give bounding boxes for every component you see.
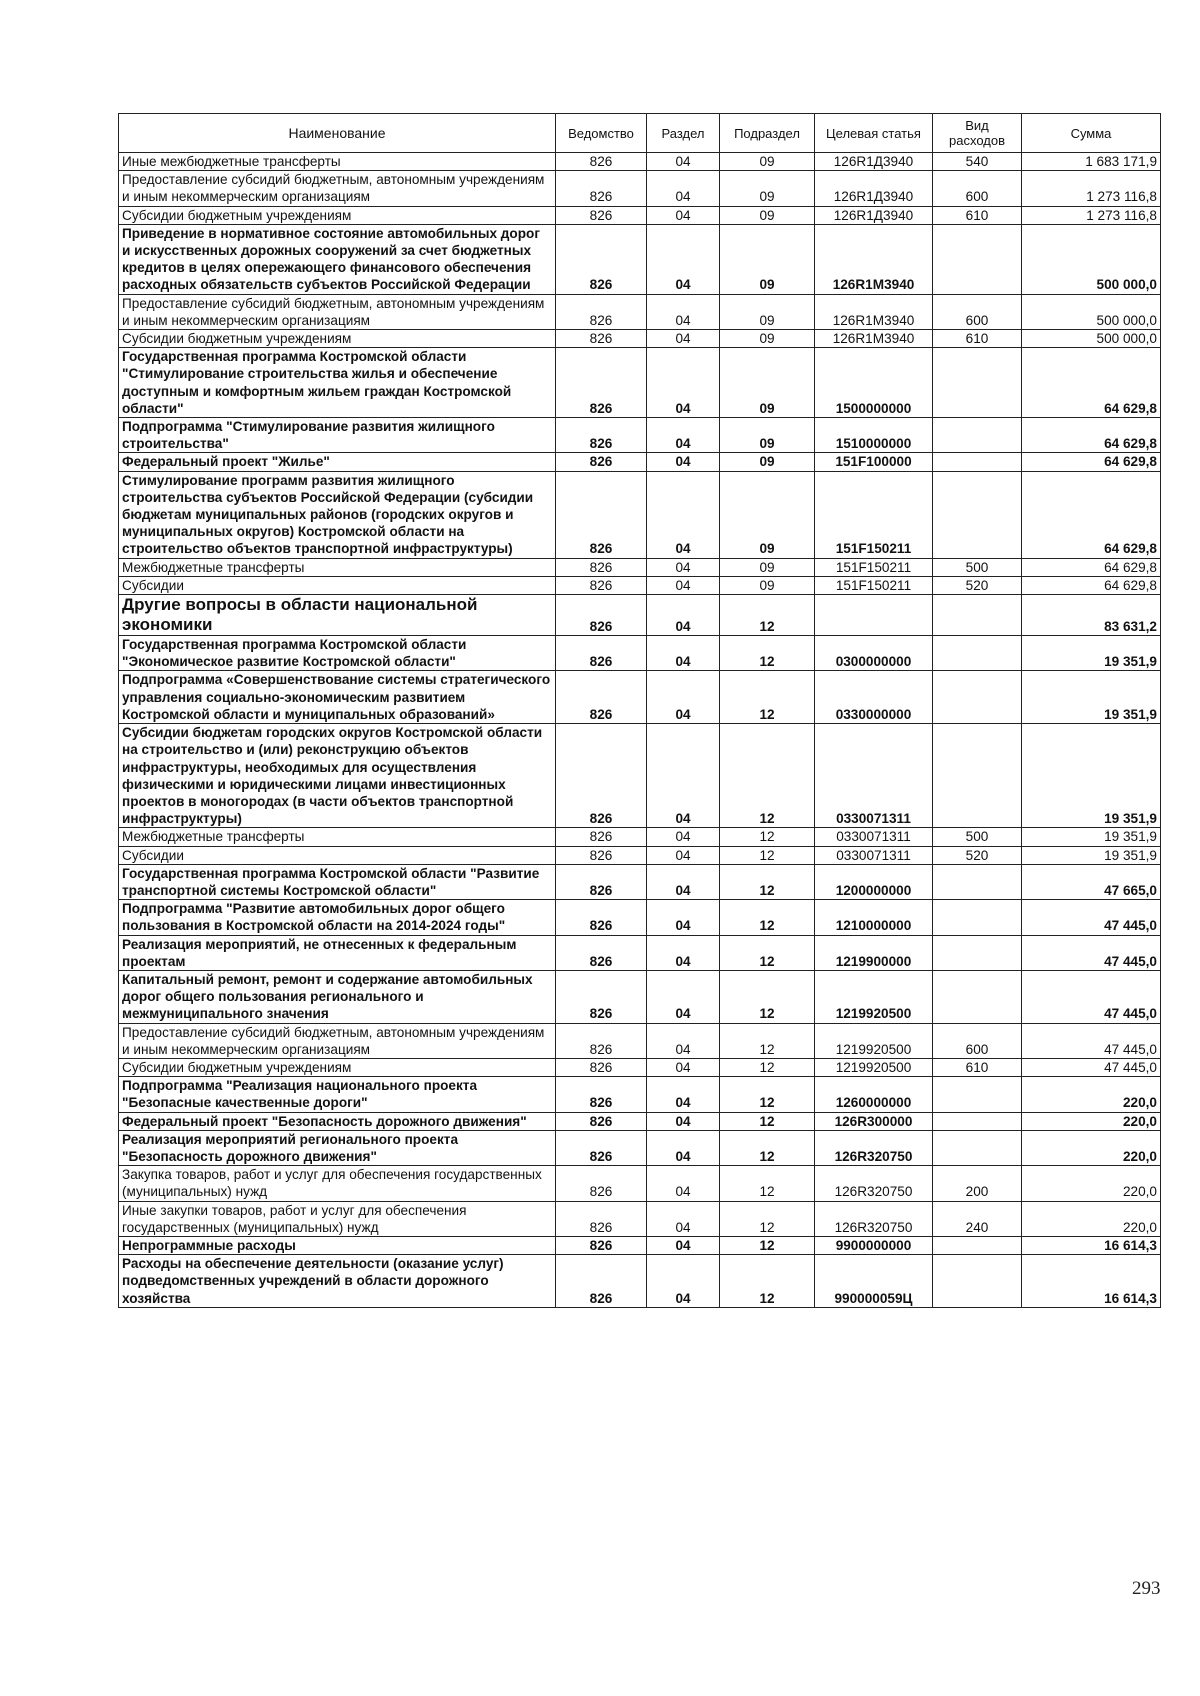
cell-section: 04 [647,418,720,453]
cell-exptype [933,671,1022,724]
cell-exptype [933,935,1022,970]
cell-amount: 64 629,8 [1022,558,1161,576]
cell-subsection: 09 [720,206,815,224]
cell-amount: 220,0 [1022,1112,1161,1130]
cell-subsection: 09 [720,153,815,171]
cell-exptype [933,1112,1022,1130]
cell-subsection: 12 [720,1236,815,1254]
cell-dept: 826 [556,153,647,171]
cell-subsection: 09 [720,576,815,594]
cell-name: Государственная программа Костромской области "Экономическое развитие Костромской области" [119,636,556,671]
cell-section: 04 [647,576,720,594]
cell-name: Подпрограмма «Совершенствование системы стратегического управления социально-экономическим развитием Костромской области и муниципальных образований» [119,671,556,724]
table-row [119,935,1161,970]
table-row [119,418,1161,453]
cell-exptype: 610 [933,1058,1022,1076]
cell-section: 04 [647,1166,720,1201]
cell-section: 04 [647,471,720,558]
table-row [119,1201,1161,1236]
cell-amount: 220,0 [1022,1130,1161,1165]
cell-dept: 826 [556,1130,647,1165]
cell-amount: 500 000,0 [1022,294,1161,329]
table-row [119,1130,1161,1165]
cell-target: 126R1M3940 [815,224,933,294]
cell-dept: 826 [556,595,647,636]
cell-exptype: 200 [933,1166,1022,1201]
cell-target: 1219920500 [815,1023,933,1058]
cell-name: Закупка товаров, работ и услуг для обеспечения государственных (муниципальных) нужд [119,1166,556,1201]
cell-subsection: 09 [720,471,815,558]
cell-section: 04 [647,348,720,418]
header-section: Раздел [647,114,720,153]
table-row [119,224,1161,294]
cell-section: 04 [647,453,720,471]
cell-dept: 826 [556,1112,647,1130]
cell-section: 04 [647,153,720,171]
cell-target: 126R1M3940 [815,294,933,329]
cell-amount: 83 631,2 [1022,595,1161,636]
table-row [119,636,1161,671]
header-amount: Сумма [1022,114,1161,153]
cell-target: 1500000000 [815,348,933,418]
cell-name: Межбюджетные трансферты [119,558,556,576]
cell-subsection: 12 [720,1166,815,1201]
cell-amount: 220,0 [1022,1201,1161,1236]
budget-table [118,113,1161,1308]
table-row [119,1166,1161,1201]
cell-dept: 826 [556,1023,647,1058]
table-row [119,153,1161,171]
cell-dept: 826 [556,671,647,724]
cell-target: 1210000000 [815,900,933,935]
page-number: 293 [1132,1578,1161,1599]
cell-exptype [933,453,1022,471]
cell-section: 04 [647,224,720,294]
cell-amount: 64 629,8 [1022,348,1161,418]
cell-name: Межбюджетные трансферты [119,828,556,846]
cell-target: 1510000000 [815,418,933,453]
cell-exptype [933,1077,1022,1112]
table-row [119,828,1161,846]
cell-dept: 826 [556,558,647,576]
cell-target: 9900000000 [815,1236,933,1254]
cell-section: 04 [647,1077,720,1112]
cell-subsection: 12 [720,864,815,899]
cell-target: 151F150211 [815,558,933,576]
cell-target: 1219920500 [815,970,933,1023]
cell-target: 0330071311 [815,846,933,864]
cell-name: Подпрограмма "Стимулирование развития жилищного строительства" [119,418,556,453]
cell-name: Иные закупки товаров, работ и услуг для обеспечения государственных (муниципальных) нужд [119,1201,556,1236]
cell-subsection: 12 [720,1201,815,1236]
cell-amount: 47 665,0 [1022,864,1161,899]
cell-dept: 826 [556,471,647,558]
cell-section: 04 [647,636,720,671]
cell-target: 126R320750 [815,1130,933,1165]
cell-name: Расходы на обеспечение деятельности (оказание услуг) подведомственных учреждений в области дорожного хозяйства [119,1255,556,1308]
cell-dept: 826 [556,1077,647,1112]
table-body [119,153,1161,1308]
cell-amount: 19 351,9 [1022,828,1161,846]
cell-dept: 826 [556,935,647,970]
cell-subsection: 09 [720,294,815,329]
cell-subsection: 12 [720,1112,815,1130]
cell-subsection: 12 [720,935,815,970]
cell-amount: 1 273 116,8 [1022,171,1161,206]
cell-exptype [933,348,1022,418]
cell-amount: 64 629,8 [1022,453,1161,471]
cell-name: Приведение в нормативное состояние автомобильных дорог и искусственных дорожных сооружений за счет бюджетных кредитов в целях опережающего финансового обеспечения расходных обязательств субъектов Российской Федерации [119,224,556,294]
cell-name: Предоставление субсидий бюджетным, автономным учреждениям и иным некоммерческим организациям [119,1023,556,1058]
cell-dept: 826 [556,1166,647,1201]
table-row [119,294,1161,329]
cell-name: Иные межбюджетные трансферты [119,153,556,171]
cell-target: 1219900000 [815,935,933,970]
cell-section: 04 [647,1058,720,1076]
header-name: Наименование [119,114,556,153]
cell-exptype [933,1236,1022,1254]
cell-section: 04 [647,206,720,224]
cell-name: Субсидии [119,576,556,594]
cell-name: Реализация мероприятий, не отнесенных к федеральным проектам [119,935,556,970]
header-subsection: Подраздел [720,114,815,153]
header-dept: Ведомство [556,114,647,153]
table-row [119,471,1161,558]
cell-exptype [933,1130,1022,1165]
table-row [119,330,1161,348]
cell-subsection: 12 [720,1130,815,1165]
table-row [119,864,1161,899]
cell-amount: 19 351,9 [1022,671,1161,724]
cell-amount: 47 445,0 [1022,1023,1161,1058]
cell-target: 126R1Д3940 [815,153,933,171]
cell-subsection: 12 [720,970,815,1023]
cell-exptype: 600 [933,294,1022,329]
cell-amount: 64 629,8 [1022,418,1161,453]
cell-target: 126R1M3940 [815,330,933,348]
cell-subsection: 12 [720,636,815,671]
cell-subsection: 12 [720,1058,815,1076]
table-row [119,970,1161,1023]
cell-dept: 826 [556,576,647,594]
cell-exptype: 610 [933,330,1022,348]
cell-exptype: 600 [933,1023,1022,1058]
table-header-row [119,114,1161,153]
cell-target: 0330000000 [815,671,933,724]
cell-exptype [933,1255,1022,1308]
cell-target [815,595,933,636]
cell-dept: 826 [556,970,647,1023]
cell-target: 126R300000 [815,1112,933,1130]
cell-section: 04 [647,828,720,846]
cell-section: 04 [647,1255,720,1308]
cell-subsection: 09 [720,453,815,471]
cell-amount: 47 445,0 [1022,1058,1161,1076]
cell-exptype [933,636,1022,671]
cell-section: 04 [647,1023,720,1058]
cell-exptype [933,224,1022,294]
cell-dept: 826 [556,418,647,453]
cell-subsection: 12 [720,595,815,636]
cell-amount: 47 445,0 [1022,970,1161,1023]
cell-name: Капитальный ремонт, ремонт и содержание автомобильных дорог общего пользования регионального и межмуниципального значения [119,970,556,1023]
cell-dept: 826 [556,294,647,329]
cell-exptype [933,864,1022,899]
cell-section: 04 [647,1130,720,1165]
cell-dept: 826 [556,828,647,846]
cell-exptype [933,418,1022,453]
table-row [119,348,1161,418]
cell-dept: 826 [556,1058,647,1076]
cell-exptype [933,900,1022,935]
cell-amount: 19 351,9 [1022,636,1161,671]
cell-target: 151F100000 [815,453,933,471]
cell-name: Субсидии [119,846,556,864]
cell-dept: 826 [556,900,647,935]
cell-name: Субсидии бюджетным учреждениям [119,206,556,224]
cell-target: 1260000000 [815,1077,933,1112]
cell-dept: 826 [556,171,647,206]
cell-dept: 826 [556,206,647,224]
cell-name: Предоставление субсидий бюджетным, автономным учреждениям и иным некоммерческим организациям [119,171,556,206]
cell-name: Непрограммные расходы [119,1236,556,1254]
cell-name: Стимулирование программ развития жилищного строительства субъектов Российской Федерации (субсидии бюджетам муниципальных районов (городских округов и муниципальных округов) Костромской области на строительство объектов транспортной инфраструктуры) [119,471,556,558]
cell-exptype [933,970,1022,1023]
table-row [119,900,1161,935]
cell-name: Реализация мероприятий регионального проекта "Безопасность дорожного движения" [119,1130,556,1165]
cell-name: Другие вопросы в области национальной экономики [119,595,556,636]
cell-subsection: 12 [720,846,815,864]
cell-amount: 19 351,9 [1022,724,1161,828]
cell-dept: 826 [556,224,647,294]
cell-target: 126R320750 [815,1201,933,1236]
cell-name: Предоставление субсидий бюджетным, автономным учреждениям и иным некоммерческим организациям [119,294,556,329]
table-row [119,1023,1161,1058]
cell-section: 04 [647,970,720,1023]
cell-dept: 826 [556,864,647,899]
cell-section: 04 [647,1201,720,1236]
table-row [119,1058,1161,1076]
cell-dept: 826 [556,1236,647,1254]
cell-subsection: 12 [720,671,815,724]
cell-exptype [933,724,1022,828]
cell-name: Субсидии бюджетным учреждениям [119,330,556,348]
cell-dept: 826 [556,724,647,828]
table-row [119,671,1161,724]
cell-section: 04 [647,330,720,348]
cell-subsection: 09 [720,224,815,294]
cell-amount: 16 614,3 [1022,1255,1161,1308]
table-row [119,1112,1161,1130]
cell-subsection: 12 [720,1077,815,1112]
cell-subsection: 09 [720,348,815,418]
cell-target: 990000059Ц [815,1255,933,1308]
cell-name: Федеральный проект "Жилье" [119,453,556,471]
cell-target: 1219920500 [815,1058,933,1076]
cell-subsection: 12 [720,724,815,828]
cell-section: 04 [647,671,720,724]
cell-section: 04 [647,171,720,206]
table-row [119,453,1161,471]
cell-amount: 500 000,0 [1022,330,1161,348]
cell-amount: 47 445,0 [1022,900,1161,935]
header-target: Целевая статья [815,114,933,153]
cell-subsection: 09 [720,558,815,576]
cell-amount: 64 629,8 [1022,576,1161,594]
cell-exptype: 600 [933,171,1022,206]
cell-section: 04 [647,294,720,329]
cell-amount: 500 000,0 [1022,224,1161,294]
cell-target: 1200000000 [815,864,933,899]
cell-name: Федеральный проект "Безопасность дорожного движения" [119,1112,556,1130]
cell-amount: 47 445,0 [1022,935,1161,970]
cell-amount: 220,0 [1022,1077,1161,1112]
cell-amount: 1 683 171,9 [1022,153,1161,171]
cell-target: 126R1Д3940 [815,206,933,224]
cell-target: 126R320750 [815,1166,933,1201]
cell-target: 0300000000 [815,636,933,671]
cell-dept: 826 [556,1201,647,1236]
cell-name: Государственная программа Костромской области "Развитие транспортной системы Костромской области" [119,864,556,899]
cell-target: 0330071311 [815,828,933,846]
cell-subsection: 09 [720,418,815,453]
cell-section: 04 [647,846,720,864]
table-row [119,558,1161,576]
cell-dept: 826 [556,330,647,348]
table-row [119,595,1161,636]
cell-dept: 826 [556,636,647,671]
cell-dept: 826 [556,846,647,864]
cell-amount: 19 351,9 [1022,846,1161,864]
cell-exptype: 520 [933,846,1022,864]
cell-section: 04 [647,1236,720,1254]
cell-subsection: 12 [720,1255,815,1308]
table-row [119,1236,1161,1254]
cell-name: Субсидии бюджетам городских округов Костромской области на строительство и (или) реконструкцию объектов инфраструктуры, необходимых для осуществления физическими и юридическими лицами инвестиционных проектов в моногородах (в части объектов транспортной инфраструктуры) [119,724,556,828]
cell-section: 04 [647,724,720,828]
table-row [119,576,1161,594]
cell-dept: 826 [556,1255,647,1308]
cell-subsection: 12 [720,828,815,846]
cell-target: 151F150211 [815,471,933,558]
cell-name: Подпрограмма "Развитие автомобильных дорог общего пользования в Костромской области на 2014-2024 годы" [119,900,556,935]
cell-subsection: 09 [720,171,815,206]
cell-section: 04 [647,1112,720,1130]
cell-subsection: 12 [720,900,815,935]
cell-exptype: 500 [933,558,1022,576]
cell-section: 04 [647,558,720,576]
header-exptype: Вид расходов [933,114,1022,153]
cell-exptype: 540 [933,153,1022,171]
cell-dept: 826 [556,348,647,418]
cell-subsection: 12 [720,1023,815,1058]
cell-section: 04 [647,864,720,899]
cell-amount: 16 614,3 [1022,1236,1161,1254]
cell-target: 151F150211 [815,576,933,594]
cell-exptype: 610 [933,206,1022,224]
table-row [119,171,1161,206]
cell-section: 04 [647,935,720,970]
table-row [119,724,1161,828]
table-row [119,1255,1161,1308]
cell-amount: 1 273 116,8 [1022,206,1161,224]
table-row [119,1077,1161,1112]
cell-exptype [933,471,1022,558]
cell-name: Подпрограмма "Реализация национального проекта "Безопасные качественные дороги" [119,1077,556,1112]
cell-exptype: 520 [933,576,1022,594]
cell-amount: 64 629,8 [1022,471,1161,558]
table-row [119,206,1161,224]
cell-section: 04 [647,595,720,636]
cell-section: 04 [647,900,720,935]
cell-subsection: 09 [720,330,815,348]
cell-name: Государственная программа Костромской области "Стимулирование строительства жилья и обеспечение доступным и комфортным жильем граждан Костромской области" [119,348,556,418]
table-row [119,846,1161,864]
cell-name: Субсидии бюджетным учреждениям [119,1058,556,1076]
cell-exptype [933,595,1022,636]
cell-target: 0330071311 [815,724,933,828]
cell-exptype: 240 [933,1201,1022,1236]
cell-target: 126R1Д3940 [815,171,933,206]
cell-amount: 220,0 [1022,1166,1161,1201]
cell-dept: 826 [556,453,647,471]
cell-exptype: 500 [933,828,1022,846]
